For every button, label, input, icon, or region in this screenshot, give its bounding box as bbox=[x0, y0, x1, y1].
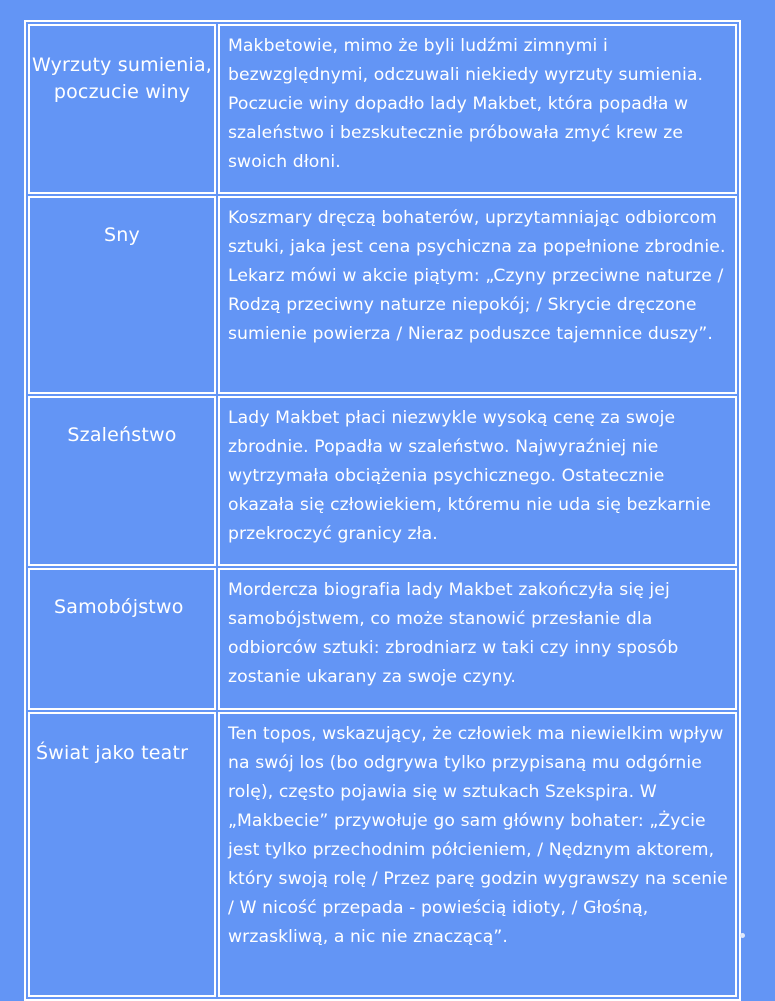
term-cell bbox=[28, 24, 216, 194]
table-row bbox=[28, 568, 737, 710]
term-cell bbox=[28, 396, 216, 566]
term-label: Świat jako teatr bbox=[36, 742, 189, 764]
term-label: Samobójstwo bbox=[54, 596, 184, 618]
table-row bbox=[28, 396, 737, 566]
description-cell: Lady Makbet płaci niezwykle wysoką cenę za swoje zbrodnie. Popadła w szaleństwo. Najwyraźniej nie wytrzymała obciążenia psychicznego. Ostatecznie okazała się człowiekiem, któremu nie uda się bezkarnie przekroczyć granicy zła. bbox=[218, 396, 737, 566]
description-cell: Mordercza biografia lady Makbet zakończyła się jej samobójstwem, co może stanowić przesłanie dla odbiorców sztuki: zbrodniarz w taki czy inny sposób zostanie ukarany za swoje czyny. bbox=[218, 568, 737, 710]
motifs-table bbox=[24, 20, 741, 1001]
description-cell: Ten topos, wskazujący, że człowiek ma niewielkim wpływ na swój los (bo odgrywa tylko przypisaną mu odgórnie rolę), często pojawia się w sztukach Szekspira. W „Makbecie” przywołuje go sam główny bohater: „Życie jest tylko przechodnim półcieniem, / Nędznym aktorem, który swoją rolę / Przez parę godzin wygrawszy na scenie / W nicość przepada - powieścią idioty, / Głośną, wrzaskliwą, a nic nie znaczącą”. bbox=[218, 712, 737, 997]
motifs-table-grid bbox=[26, 22, 739, 999]
term-label: Sny bbox=[104, 224, 140, 246]
term-label: Szaleństwo bbox=[67, 424, 177, 446]
table-row bbox=[28, 712, 737, 997]
term-cell bbox=[28, 568, 216, 710]
term-label: Wyrzuty sumienia, poczucie winy bbox=[31, 54, 213, 103]
description-cell: Koszmary dręczą bohaterów, uprzytamniając odbiorcom sztuki, jaka jest cena psychiczna za popełnione zbrodnie. Lekarz mówi w akcie piątym: „Czyny przeciwne naturze / Rodzą przeciwny naturze niepokój; / Skrycie dręczone sumienie powierza / Nieraz poduszce tajemnice duszy”. bbox=[218, 196, 737, 394]
term-cell bbox=[28, 712, 216, 997]
corner-dot bbox=[740, 933, 745, 938]
term-cell bbox=[28, 196, 216, 394]
table-row bbox=[28, 24, 737, 194]
description-cell: Makbetowie, mimo że byli ludźmi zimnymi i bezwzględnymi, odczuwali niekiedy wyrzuty sumienia. Poczucie winy dopadło lady Makbet, która popadła w szaleństwo i bezskutecznie próbowała zmyć krew ze swoich dłoni. bbox=[218, 24, 737, 194]
table-row bbox=[28, 196, 737, 394]
